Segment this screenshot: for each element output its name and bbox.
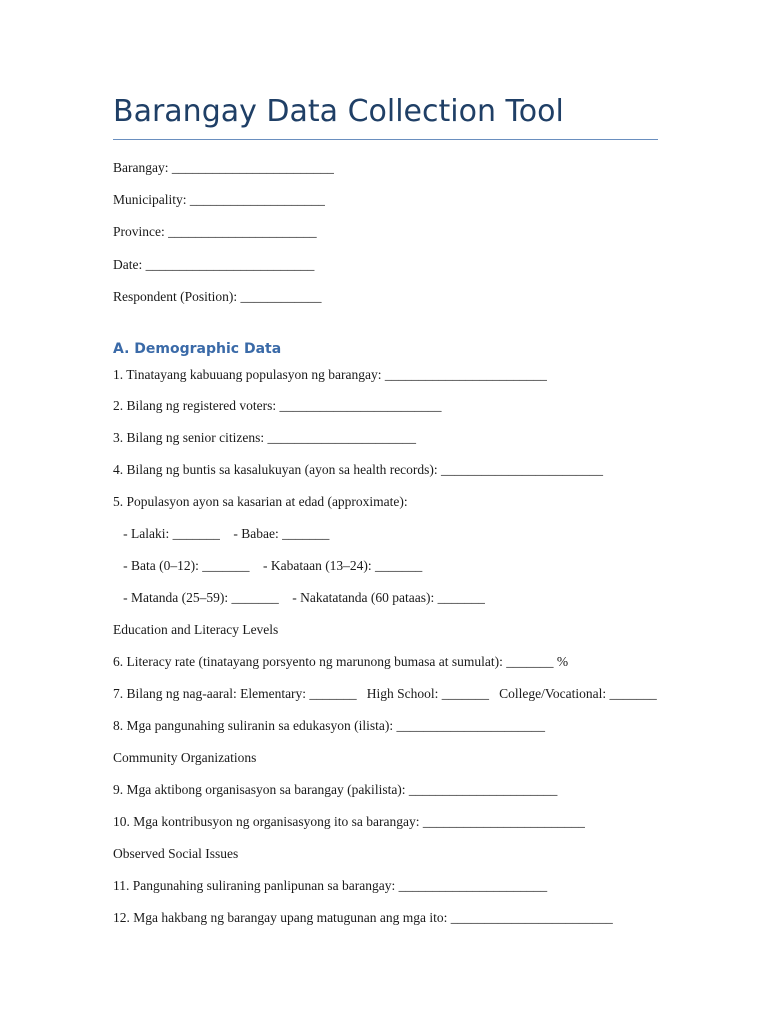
document-title: Barangay Data Collection Tool [113, 94, 564, 129]
question-8: 8. Mga pangunahing suliranin sa edukasyon (ilista): ______________________ [113, 718, 545, 733]
question-11: 11. Pangunahing suliraning panlipunan sa barangay: ______________________ [113, 878, 548, 893]
community-heading: Community Organizations [113, 750, 257, 765]
question-5-gender: - Lalaki: _______ - Babae: _______ [113, 526, 330, 541]
question-1: 1. Tinatayang kabuuang populasyon ng barangay: ________________________ [113, 367, 547, 382]
section-a-heading: A. Demographic Data [113, 341, 282, 357]
education-heading: Education and Literacy Levels [113, 622, 279, 637]
barangay-field: Barangay: ________________________ [113, 160, 334, 175]
province-field: Province: ______________________ [113, 224, 317, 239]
question-2: 2. Bilang ng registered voters: ________________________ [113, 398, 442, 413]
question-9: 9. Mga aktibong organisasyon sa barangay (pakilista): ______________________ [113, 782, 558, 797]
question-10: 10. Mga kontribusyon ng organisasyong ito sa barangay: ________________________ [113, 814, 585, 829]
date-field: Date: _________________________ [113, 257, 315, 272]
question-5-adult: - Matanda (25–59): _______ - Nakatatanda (60 pataas): _______ [113, 590, 485, 605]
question-7: 7. Bilang ng nag-aaral: Elementary: _______ High School: _______ College/Vocational: _______ [113, 686, 657, 701]
respondent-field: Respondent (Position): ____________ [113, 289, 322, 304]
question-6: 6. Literacy rate (tinatayang porsyento ng marunong bumasa at sumulat): _______ % [113, 654, 569, 669]
question-5: 5. Populasyon ayon sa kasarian at edad (approximate): [113, 494, 408, 509]
municipality-field: Municipality: ____________________ [113, 192, 325, 207]
question-5-young: - Bata (0–12): _______ - Kabataan (13–24): _______ [113, 558, 423, 573]
title-underline [113, 139, 658, 140]
social-heading: Observed Social Issues [113, 846, 239, 861]
question-4: 4. Bilang ng buntis sa kasalukuyan (ayon sa health records): ________________________ [113, 462, 604, 477]
question-3: 3. Bilang ng senior citizens: ______________________ [113, 430, 416, 445]
question-12: 12. Mga hakbang ng barangay upang matugunan ang mga ito: ________________________ [113, 910, 613, 925]
